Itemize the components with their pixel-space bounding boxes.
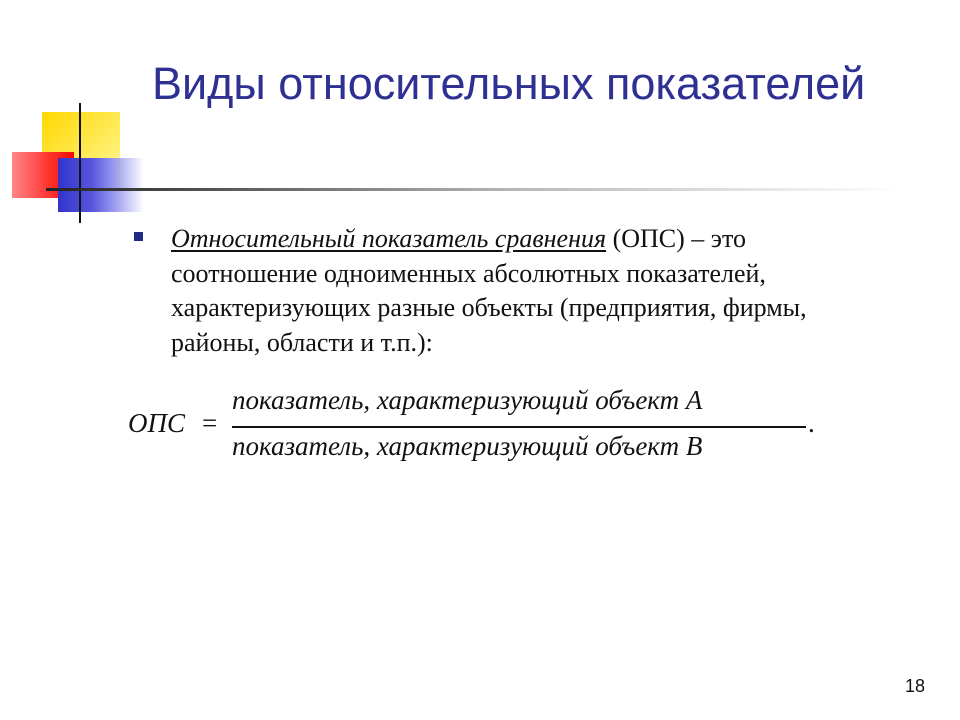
formula-numerator: показатель, характеризующий объект A bbox=[232, 385, 703, 415]
definition-text: (ОПС) – это соотношение одноименных абсолютных показателей, характеризующих разные объекты (предприятия, фирмы, районы, области и т.п.): bbox=[171, 224, 807, 357]
formula-lhs: ОПС bbox=[128, 408, 186, 438]
defined-term: Относительный показатель сравнения bbox=[171, 224, 607, 253]
decor-vertical-line bbox=[79, 103, 81, 223]
formula-period: . bbox=[808, 408, 815, 438]
decor-blue-fade bbox=[114, 158, 144, 212]
bullet-item bbox=[130, 222, 890, 360]
formula-denominator: показатель, характеризующий объект B bbox=[232, 431, 703, 461]
formula-equals: = bbox=[202, 408, 218, 438]
bullet-text bbox=[171, 222, 890, 360]
slide-title: Виды относительных показателей bbox=[152, 58, 866, 109]
title-underline-rule bbox=[46, 188, 902, 191]
square-bullet-icon bbox=[134, 232, 143, 241]
fraction-bar bbox=[232, 426, 806, 428]
page-number: 18 bbox=[905, 676, 926, 696]
decor-blue-square bbox=[58, 158, 114, 212]
